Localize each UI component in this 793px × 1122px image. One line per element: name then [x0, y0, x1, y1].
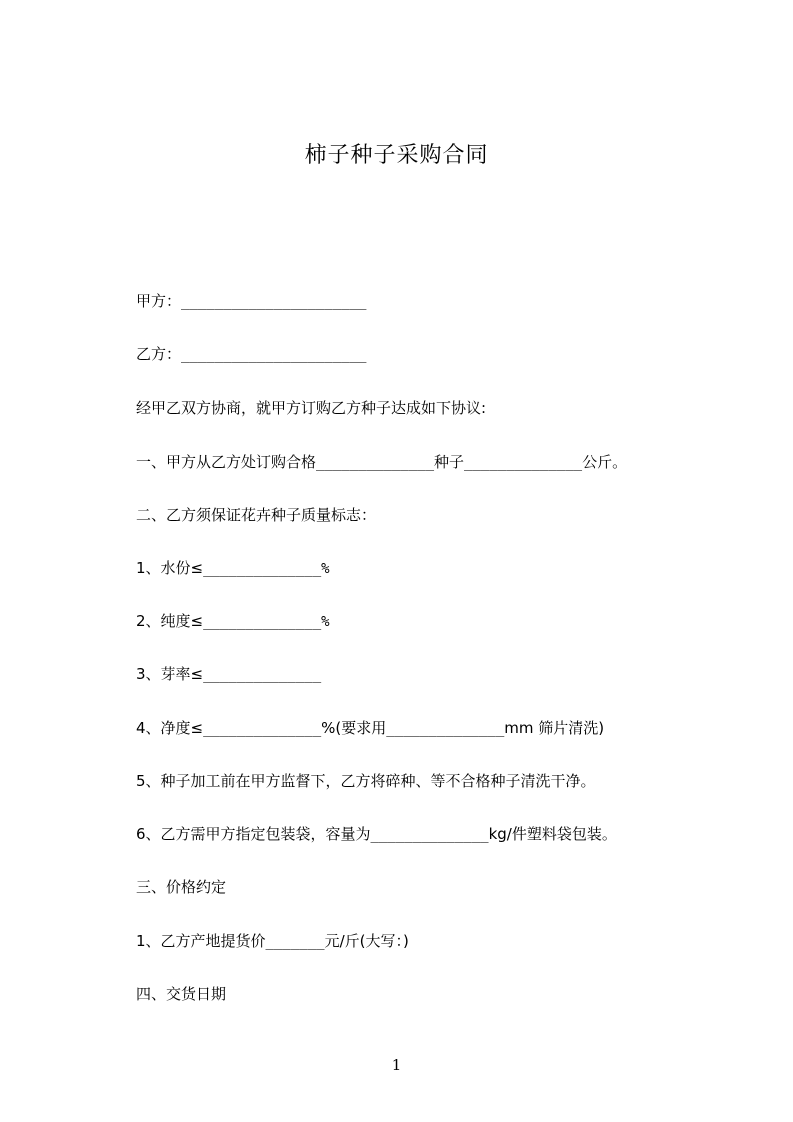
party-b-blank: ______________________ [181, 347, 367, 363]
quality-item-cleanliness [136, 717, 604, 740]
quality-item-moisture [136, 557, 330, 580]
clause-1-part3: 公斤。 [582, 453, 628, 471]
item-6-part2: kg/件塑料袋包装。 [488, 825, 617, 843]
party-a-label: 甲方： [136, 292, 182, 310]
item-4-blank1: ______________ [203, 721, 322, 737]
clause-1-blank2: ______________ [464, 455, 583, 471]
clause-1 [136, 451, 627, 474]
quality-item-germination [136, 663, 321, 686]
item-3-blank: ______________ [203, 667, 322, 683]
clause-3-heading: 三、价格约定 [136, 878, 227, 896]
price-item [136, 930, 409, 953]
item-2-label: 2、纯度≤ [136, 612, 204, 630]
document-title: 柿子种子采购合同 [304, 143, 489, 168]
price-item-part2: 元/斤(大写：) [324, 932, 409, 950]
item-1-blank: ______________ [203, 561, 322, 577]
item-1-suffix: % [321, 561, 330, 577]
item-2-suffix: % [321, 614, 330, 630]
item-6-blank: ______________ [370, 827, 489, 843]
clause-1-blank1: ______________ [316, 455, 435, 471]
clause-4-heading: 四、交货日期 [136, 985, 227, 1003]
price-item-blank: _______ [265, 934, 325, 950]
item-1-label: 1、水份≤ [136, 559, 204, 577]
item-6-part1: 6、乙方需甲方指定包装袋，容量为 [136, 825, 371, 843]
clause-2-heading: 二、乙方须保证花卉种子质量标志： [136, 506, 377, 524]
page-number: 1 [391, 1056, 402, 1074]
party-a-blank: ______________________ [181, 294, 367, 310]
price-item-part1: 1、乙方产地提货价 [136, 932, 266, 950]
party-a-line [136, 290, 366, 313]
item-4-part2: %(要求用 [321, 719, 387, 737]
item-4-label: 4、净度≤ [136, 719, 204, 737]
item-3-label: 3、芽率≤ [136, 665, 204, 683]
party-b-label: 乙方： [136, 345, 182, 363]
item-4-blank2: ______________ [386, 721, 505, 737]
quality-item-processing: 5、种子加工前在甲方监督下，乙方将碎种、等不合格种子清洗干净。 [136, 772, 596, 790]
party-b-line [136, 343, 366, 366]
intro-paragraph: 经甲乙双方协商，就甲方订购乙方种子达成如下协议: [136, 399, 487, 417]
item-2-blank: ______________ [203, 614, 322, 630]
item-4-part3: mm 筛片清洗) [504, 719, 605, 737]
clause-1-part1: 一、甲方从乙方处订购合格 [136, 453, 317, 471]
quality-item-packaging [136, 823, 617, 846]
clause-1-part2: 种子 [434, 453, 465, 471]
quality-item-purity [136, 610, 330, 633]
